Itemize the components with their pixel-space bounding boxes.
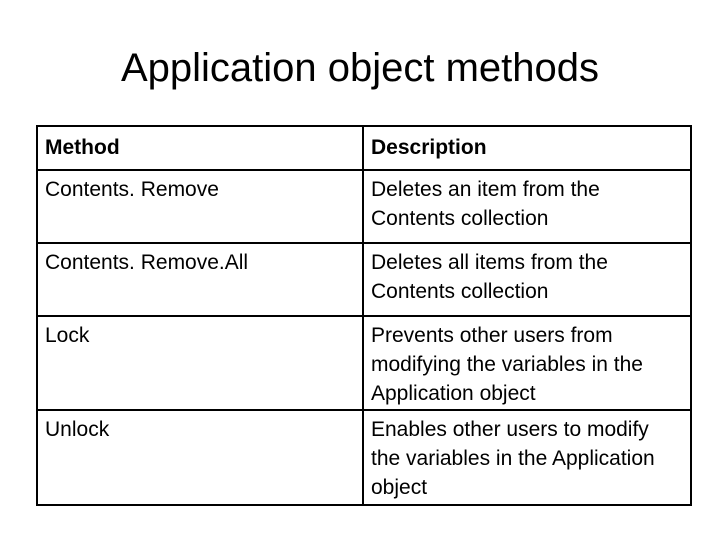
methods-table xyxy=(36,125,692,506)
method-cell: Contents. Remove.All xyxy=(37,243,363,316)
description-cell: Deletes an item from the Contents collection xyxy=(363,170,691,243)
table-row xyxy=(37,170,691,243)
method-cell: Unlock xyxy=(37,410,363,505)
method-cell: Contents. Remove xyxy=(37,170,363,243)
column-header-method: Method xyxy=(37,126,363,170)
description-cell: Deletes all items from the Contents collection xyxy=(363,243,691,316)
description-cell: Enables other users to modify the variables in the Application object xyxy=(363,410,691,505)
table-row xyxy=(37,243,691,316)
table-row xyxy=(37,316,691,410)
table-row xyxy=(37,410,691,505)
table-header-row xyxy=(37,126,691,170)
method-cell: Lock xyxy=(37,316,363,410)
slide-title: Application object methods xyxy=(120,46,600,90)
column-header-description: Description xyxy=(363,126,691,170)
description-cell: Prevents other users from modifying the variables in the Application object xyxy=(363,316,691,410)
